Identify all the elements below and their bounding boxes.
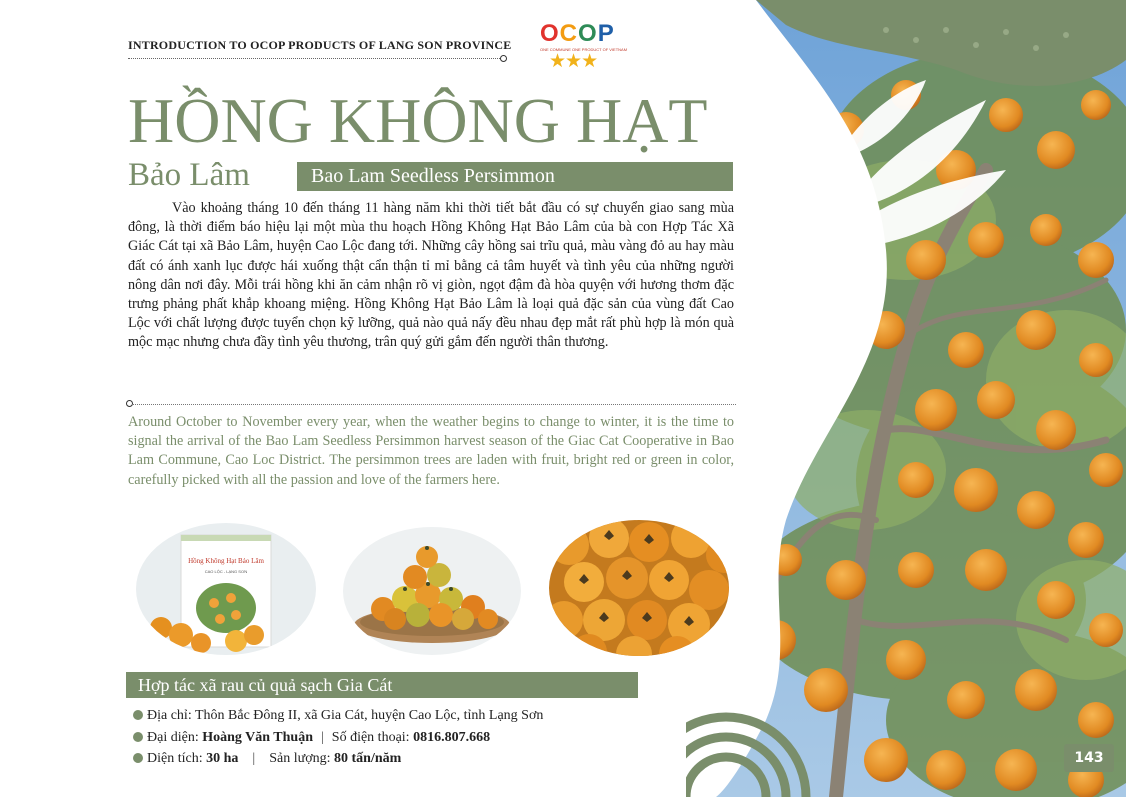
area-label: Diện tích:	[147, 751, 203, 766]
fruit-basket-photo	[343, 527, 521, 655]
separator: |	[252, 751, 256, 766]
page-subtitle: Bảo Lâm	[128, 157, 250, 193]
representative-label: Đại diện:	[147, 730, 199, 745]
output-value: 80 tấn/năm	[334, 751, 402, 766]
ocop-logo	[540, 20, 628, 72]
gift-box-sublabel: CAO LỘC - LẠNG SƠN	[204, 569, 248, 574]
address-value: Thôn Bắc Đông II, xã Gia Cát, huyện Cao Lộc, tỉnh Lạng Sơn	[194, 708, 544, 723]
vietnamese-paragraph: Vào khoảng tháng 10 đến tháng 11 hàng năm khi thời tiết bắt đầu có sự chuyển giao sang mùa đông, là thời điểm báo hiệu lại một mùa thu hoạch Hồng Không Hạt Bảo Lâm của bà con Hợp Tác Xã Giác Cát tại xã Bảo Lâm, huyện Cao Lộc đang tới. Những cây hồng sai trĩu quả, màu vàng đỏ au hay màu đất có ánh xanh lục được hái xuống thật cẩn thận tỉ mỉ bằng cả tâm huyết và tình yêu của những người nông dân nơi đây. Mỗi trái hồng khi ăn cảm nhận rõ vị giòn, ngọt đậm đà hòa quyện với hương thơm đặc trưng phảng phất khắp khoang miệng. Hồng Không Hạt Bảo Lâm là loại quả đặc sản của vùng đất Cao Lộc với chất lượng được tuyển chọn kỹ lưỡng, quả nào quả nấy đều nhau đẹp mắt rất phù hợp là món quà mộc mạc nhưng chưa đầy tình yêu thương, trân quý gửi gắm đến người thân thương.	[128, 200, 734, 351]
bullet-icon	[133, 710, 143, 720]
representative-line	[133, 730, 490, 746]
ocop-stars-icon: ★★★	[549, 50, 598, 72]
phone-value: 0816.807.668	[413, 730, 491, 745]
english-title-bar: Bao Lam Seedless Persimmon	[297, 162, 733, 191]
bullet-icon	[133, 753, 143, 763]
area-value: 30 ha	[206, 751, 239, 766]
cooperative-name-bar: Hợp tác xã rau củ quả sạch Gia Cát	[126, 672, 638, 698]
representative-value: Hoàng Văn Thuận	[202, 730, 313, 745]
output-label: Sản lượng:	[269, 751, 331, 766]
page-number: 143	[1064, 744, 1114, 772]
separator: |	[320, 730, 324, 745]
gift-box-label: Hồng Không Hạt Bảo Lâm	[188, 557, 264, 565]
gift-box-photo	[136, 523, 316, 655]
page-title: HỒNG KHÔNG HẠT	[128, 85, 708, 156]
english-paragraph: Around October to November every year, when the weather begins to change to winter, it is the time to signal the arrival of the Bao Lam Seedless Persimmon harvest season of the Giac Cat Cooperative in Bao Lam Commune, Cao Loc District. The persimmon trees are laden with fruit, bright red or green in color, carefully picked with all the passion and love of the farmers here.	[128, 414, 734, 488]
area-output-line	[133, 751, 401, 767]
phone-label: Số điện thoại:	[331, 730, 410, 745]
header-divider-dot	[500, 55, 507, 62]
address-label: Địa chỉ:	[147, 708, 192, 723]
ocop-logo-text: OCOP	[540, 20, 615, 47]
section-title: INTRODUCTION TO OCOP PRODUCTS OF LANG SON PROVINCE	[128, 38, 512, 52]
address-line	[133, 708, 543, 724]
persimmon-tree-photo	[686, 0, 1126, 797]
persimmon-closeup-photo	[549, 520, 729, 656]
bullet-icon	[133, 732, 143, 742]
paragraph-divider	[132, 404, 736, 405]
ocop-tagline: ONE COMMUNE ONE PRODUCT OF VIETNAM	[540, 47, 628, 52]
header-divider	[128, 58, 502, 59]
